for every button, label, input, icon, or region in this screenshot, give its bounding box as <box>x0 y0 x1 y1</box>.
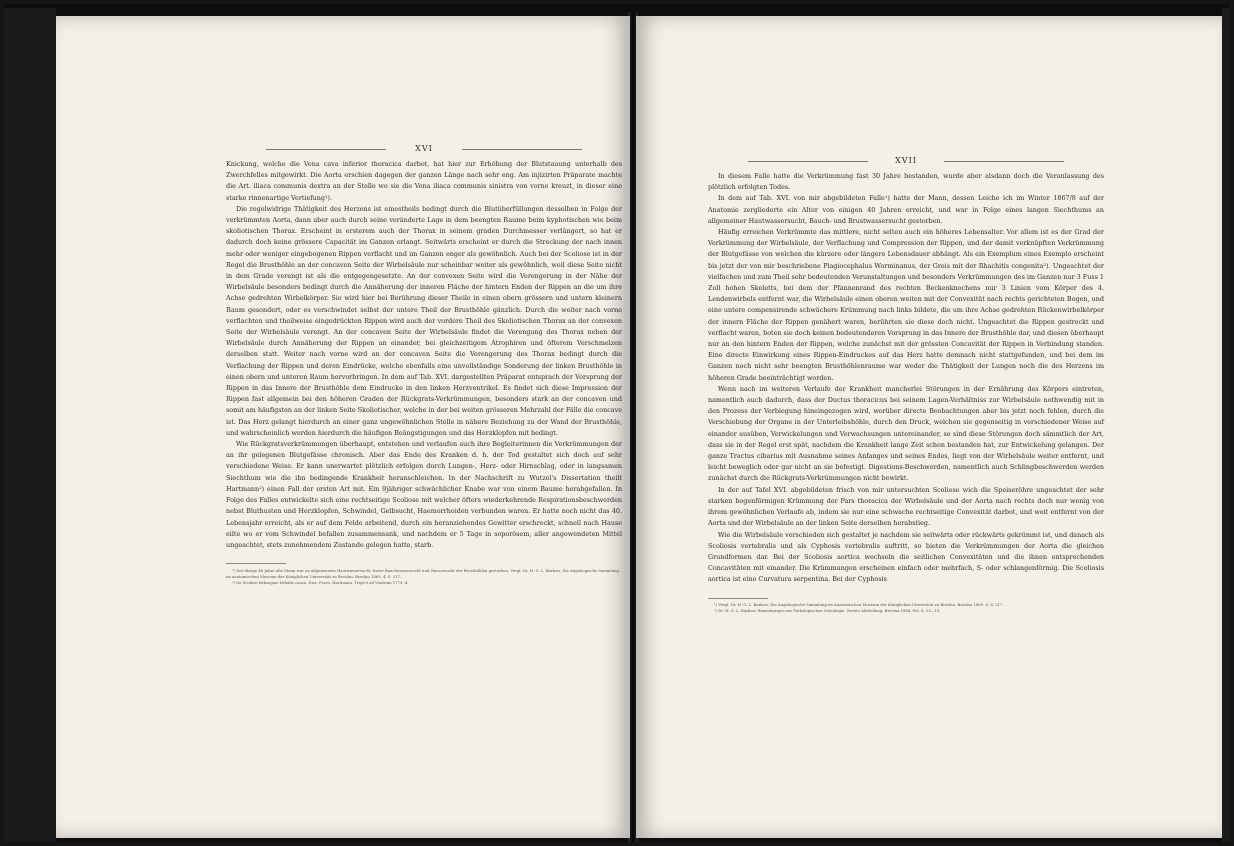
right-page-text-block <box>708 156 1104 614</box>
paragraph: Häufig erreichen Verkrümmte das mittlere, nicht selten auch ein höheres Lebensalter. Vor allem ist es der Grad der Verkrümmung der Wirbelsäule, der Verflachung und Compression der Rippen, und der damit verknüpften Verkrümmung der Blutgefässe von welchen die kürzere oder längere Lebensdauer abhängt. Als ein Exemplum eines Exemplo erscheint bis jetzt der von mir beschriebene Plagiocephalus Worminanus, der Greis mit der Rhachitis congenita²). Ungeachtet der vielfachen und zum Theil sehr bedeutenden Verunstaltungen und besonders Verkrümmungen des im Ganzen nur 3 Fuss 1 Zoll hohen Skeletts, bei dem der Pfannenrand des rechten Beckenknochens nur 3 Linien vom Körper des 4. Lendenwirbels entfernt war, die Wirbelsäule einen oberen weiten mit der Convexität nach rechts gerichteten Bogen, und eine untere compensirende schwächere Krümmung nach links bildete, die um ihre Achse gedrehten Rückenwirbelkörper der innern Fläche der Rippen genähert waren, berührten sie diese doch nicht. Ungeachtet die Rippen gestreckt und verflacht waren, boten sie doch keinen bedeutenderen Vorsprung in das Innere der Brusthöhle dar, und diesen überhaupt nur an den hintern Enden der Rippen, welche zunächst mit der grössten Concavität der Rippen in Verbindung standen. Eine directe Einwirkung eines Rippen-Eindruckes auf das Herz hatte demnach nicht stattgefunden, und bei dem im Ganzen noch nicht sehr beengten Brusthöhlenraume war weder die Thätigkeit der Lungen noch die des Herzens im höheren Grade beeinträchtigt worden. <box>708 228 1104 382</box>
left-page-footnotes <box>226 568 622 586</box>
paragraph: In diesem Falle hatte die Verkrümmung fast 30 Jahre bestanden, wurde aber alsdann doch die Veranlassung des plötzlich erfolgten Todes. <box>708 172 1104 192</box>
book-spread <box>4 4 1230 842</box>
footnote: ²) De Scoliosi lethargiae lethalis causa. Diss. Praes. Hartmann. Traject ad Viadrum 1779. 4. <box>232 579 409 585</box>
footnote: ¹) Vergl. Dr. H. G. L. Barkow, Die Angiologische Sammlung im Anatomischen Museum der Königlichen Universität zu Breslau. Breslau 1869. 4. S. 217. <box>714 602 1004 608</box>
paragraph: In dem auf Tab. XVI. von mir abgebildeten Falle¹) hatte der Mann, dessen Leiche ich im Winter 1867/8 auf der Anatomie zergliederte ein Alter von einigen 40 Jahren erreicht, und war in Folge eines langen Siechthums an allgemeiner Hautwassersucht, Bauch- und Brustwassersucht gestorben. <box>708 194 1104 225</box>
paragraph: Wie Rückgratsverkrümmungen überhaupt, entstehen und verlaufen auch ihre Begleiterinnen die Verkrümmungen der an ihr gelegenen Blutgefässe chronisch. Aber das Ende des Kranken d. h. der Tod gestaltet sich doch auf sehr verschiedene Weise. Er kann unerwartet plötzlich erfolgen durch Lungen-, Herz- oder Hirnschlag, oder in langsamen Siechthum wie die ihn bedingende Krankheit heranschleichen. In der Nachschrift zu Wutzel's Dissertation theilt Hartmann²) einen Fall der ersten Art mit. Ein 9jähriger schwächlicher Knabe war von einem Baume herabgefallen. In Folge des Falles entwickelte sich eine rechtseitige Scoliose mit welcher öfters wiederkehrende Respirationsbeschwerden nebst Bluthusten und Herzklopfen, Schwindel, Gelbsucht, Haemorrhoiden verbunden waren. Er hatte noch nicht das 40. Lebensjahr erreicht, als er auf dem Felde arbeitend, durch ein heranziehendes Gewitter erschreckt, schnell nach Hause eilte wo er vom Schwindel befallen zusammensank, und nachdem er 5 Tage in soporösem, aller angewendeten Mittel ungeachtet, stets zunehmendem Zustande gelegen hatte, starb. <box>226 440 622 549</box>
paragraph: In der auf Tafel XVI. abgebildeten frisch von mir untersuchten Scoliose wich die Speiseröhre ungeachtet der sehr starken bogenförmigen Krümmung der Pars thoracica der Wirbelsäule und der Aorta nach rechts doch nur wenig von ihrem gewöhnlichen Verlaufe ab, indem sie nur eine schwache rechtseitige Convexität darbot, und weit entfernt von der Aorta und der Wirbelsäule an der linken Seite derselben herabstieg. <box>708 485 1104 528</box>
paragraph: Die regelwidrige Thätigkeit des Herzens ist einestheils bedingt durch die Blutüberfüllungen desselben in Folge der verkrümmten Aorta, dann aber auch durch seine veränderte Lage in dem beengten Raume beim kyphotischen wie beim skoliotischen Thorax. Erscheint in ersterem auch der Thorax in seinem graden Durchmesser verlängert, so hat er dadurch doch keine grössere Capacität im Ganzen erlangt. Seitwärts erscheint er durch die Streckung der nach innen mehr oder weniger eingebogenen Rippen verflacht und im Ganzen enger als gewöhnlich. Auch bei der Scoliose ist in der Regel die Brusthöhle an der concaven Seite der Wirbelsäule nur scheinbar weiter als gewöhnlich, weil diese Seite nicht in dem Grade verengt ist als die entgegengesetzte. An der convexen Seite wird die Verengerung in der Nähe der Wirbelsäule besonders bedingt durch die Annäherung der inneren Fläche der hintern Enden der Rippen an die um ihre Achse gedrehten Wirbelkörper. Sie wird hier bei Berührung dieser Theile in einen obern grössern und untern kleinern Raum gesondert, oder es verschwindet selbst der untere Theil der Brusthöhle gänzlich. Durch die weiter nach vorne verflachten und theilweise eingedrückten Rippen wird auch der vordere Theil des Skoliotischen Thorax an der convexen Seite der Wirbelsäule verengt. An der concaven Seite der Wirbelsäule findet die Verengung des Thorax neben der Wirbelsäule durch Annäherung der Rippen an einander, bei gleichzeitigem Atrophiren und öfterem Verschmelzen derselben statt. Weiter nach vorne wird an der concaven Seite die Verengerung des Thorax bedingt durch die Verflachung der Rippen und deren Eindrücke, welche ebenfalls eine unvollständige Sonderung der linken Brusthöhle in einen obern und unteren Raum hervorbringen. In dem auf Tab. XVI. dargestellten Präparat entsprach der Vorsprung der Rippen in das Innere der Brusthöhle dem Eindrucke in den linken Herzventrikel. Es findet sich diese Impression der Rippen fast allgemein bei den höheren Graden der Rückgrats-Verkrümmungen, besonders stark an der concaven und somit am häufigsten an der linken Seite Skoliotischer, welche in der bei weiten grösseren Mehrzahl der Fälle die concave ist. Das Herz gelangt hierdurch an einer ganz ungewöhnlichen Stelle in nähere Beziehung zu der Wand der Brusthöhle, und wahrscheinlich werden hierdurch die häufigen Beängstigungen und das Herzklopfen mit bedingt. <box>226 204 622 437</box>
left-page-body <box>226 159 622 551</box>
right-page <box>636 16 1222 838</box>
paragraph: Wie die Wirbelsäule verschieden sich gestaltet je nachdem sie seitwärts oder rückwärts gekrümmt ist, und danach als Scoliosis vertebralis und als Cyphosis vertebralis auftritt, so bieten die Verkrümmungen der Aorta die gleichen Grundformen dar. Bei der Scoliosis aortica wechseln die seitlichen Convexitäten und die ihnen entsprechenden Concavitäten mit einander. Die Krümmungen erscheinen einfach oder mehrfach, S- oder schlangenförmig. Die Scoliosis aortica ist eine Curvatura serpentina. Bei der Cyphosis <box>708 530 1104 584</box>
right-page-body <box>708 171 1104 586</box>
left-page <box>56 16 630 838</box>
left-page-header: XVI <box>226 144 622 153</box>
footnote: ¹) Der übrige 48 Jahre alte Mann war an allgemeinem Hautwassersucht, freier Bauchwassersucht und Wassersucht der Brusthöhlen gestorben. Vergl. Dr. H. G. L. Barkow, Die Angiologische Sammlung im anatomischen Museum der Königlichen Universität zu Breslau. Breslau 1869. 4. S. 217. <box>226 567 619 579</box>
book-edge-right <box>1222 8 1230 842</box>
paragraph: Knickung, welche die Vena cava inferior thoracica darbot, hat hier zur Erhöhung der Blutstauung unterhalb des Zwerchfelles mitgewirkt. Die Aorta erschien dagegen der ganzen Länge nach sehr eng. Am injizirten Präparate machte die Art. iliaca communis dextra an der Stelle wo sie die Vena iliaca communis sinistra von vorne kreuzt, in dieser eine starke rinnenartige Vertiefung¹). <box>226 160 622 202</box>
paragraph: Wenn nach im weiteren Verlaufe der Krankheit mancherlei Störungen in der Ernährung des Körpers eintreten, namentlich auch dadurch, dass der Ductus thoracicus bei seinem Lagen-Verhältniss zur Wirbelsäule nothwendig mit in den Prozess der Verbiegung hineingezogen wird, worüber directe Beobachtungen aber bis jetzt noch fehlen, durch die Verschiebung der Organe in der Unterleibshöhle, durch den Druck, welchen sie gegenseitig in verschiedener Weise auf einander ausüben, Verwickelungen und Verwachsungen untereinander, so sind diese Störungen doch sämmtlich der Art, dass sie in der Regel erst spät, nachdem die Krankheit lange Zeit schon bestanden hat, zur Entwickelung gelangen. Der ganze Tractus cibarius mit Ausnahme seines Anfanges und seines Endes, liegt von der Wirbelsäule weiter entfernt, und leicht beweglich oder gar nicht an sie befestigt. Digestions-Beschwerden, namentlich auch Schlingbeschwerden werden zunächst durch die Rückgrats-Verkrümmungen nicht bewirkt. <box>708 384 1104 483</box>
left-page-text-block <box>226 144 622 586</box>
right-page-footnotes <box>708 602 1104 614</box>
footnote-divider <box>708 598 768 599</box>
footnote-divider <box>226 563 286 564</box>
book-edge-left <box>4 8 56 842</box>
footnote: ²) Dr. H. G. L. Barkow, Bemerkungen zur Pathologischen Osteologie. Zweite Abtheilung. Breslau 1864. Fol. S. 13—19. <box>714 608 941 614</box>
right-page-header: XVII <box>708 156 1104 165</box>
